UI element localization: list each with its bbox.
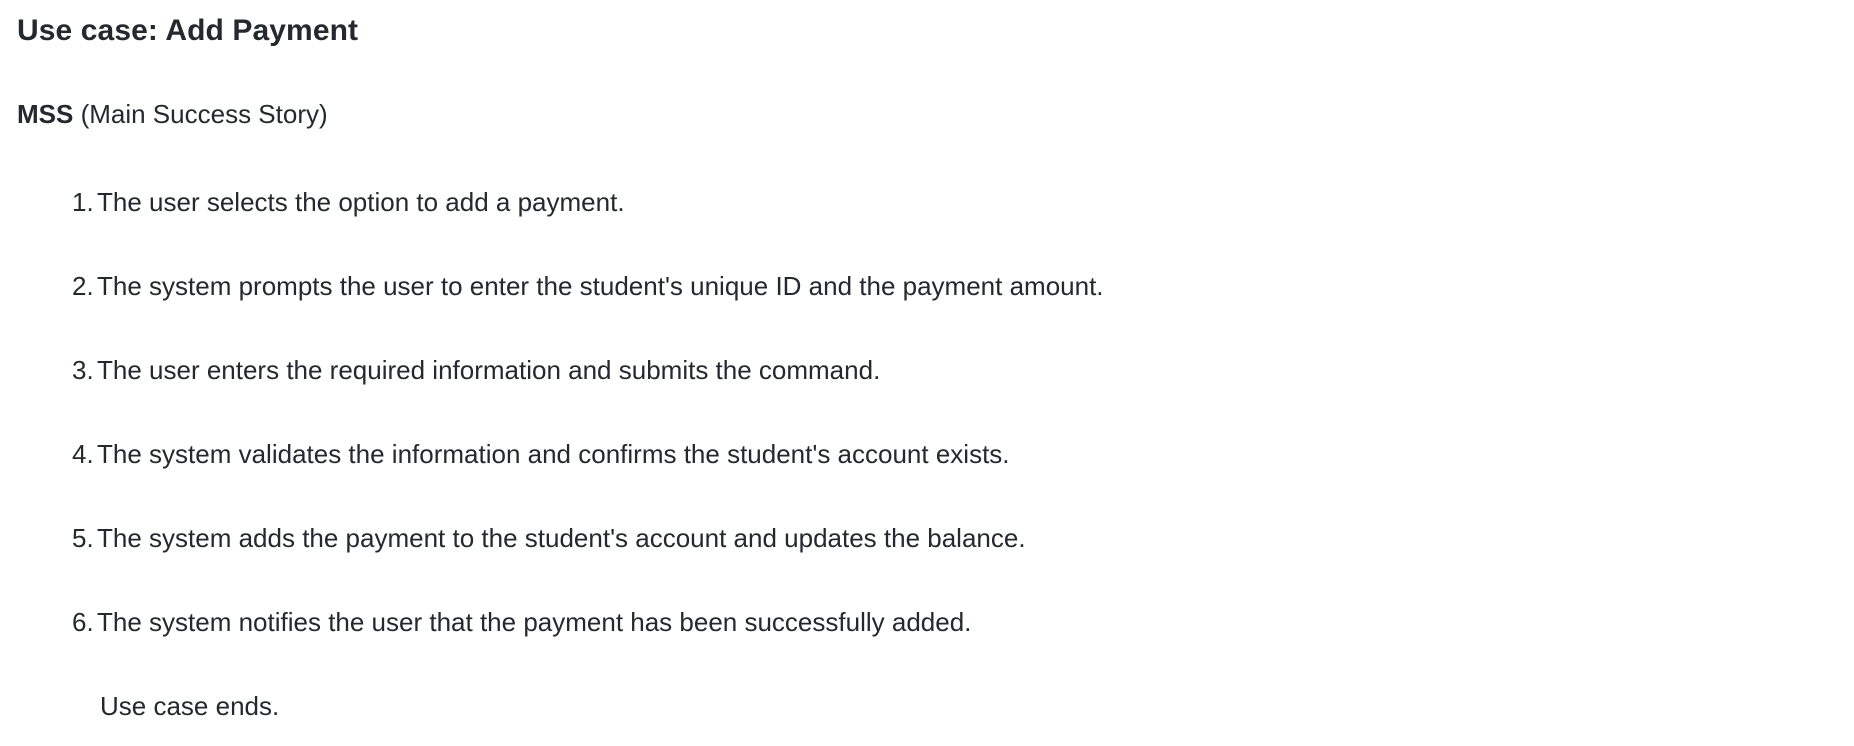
use-case-title: Use case: Add Payment	[17, 14, 359, 47]
step-text: The system validates the information and confirms the student's account exists.	[97, 439, 1010, 469]
step-text: The user enters the required information and submits the command.	[97, 355, 881, 385]
mss-steps-list	[17, 185, 1814, 639]
step-text: The system notifies the user that the payment has been successfully added.	[97, 607, 972, 637]
step-item-5	[72, 521, 1814, 555]
step-number: 6.	[72, 607, 94, 637]
step-text: The user selects the option to add a payment.	[97, 187, 625, 217]
step-text: The system adds the payment to the student's account and updates the balance.	[97, 523, 1026, 553]
step-item-4	[72, 437, 1814, 471]
step-item-1	[72, 185, 1814, 219]
step-number: 5.	[72, 523, 94, 553]
step-number: 1.	[72, 187, 94, 217]
use-case-ends-line: Use case ends.	[100, 691, 280, 721]
mss-abbreviation: MSS	[17, 99, 74, 129]
mss-heading	[17, 97, 1814, 131]
step-item-6	[72, 605, 1814, 639]
step-number: 4.	[72, 439, 94, 469]
mss-expansion: (Main Success Story)	[73, 99, 328, 129]
step-number: 3.	[72, 355, 94, 385]
step-number: 2.	[72, 271, 94, 301]
step-item-3	[72, 353, 1814, 387]
step-item-2	[72, 269, 1814, 303]
step-text: The system prompts the user to enter the student's unique ID and the payment amount.	[97, 271, 1104, 301]
